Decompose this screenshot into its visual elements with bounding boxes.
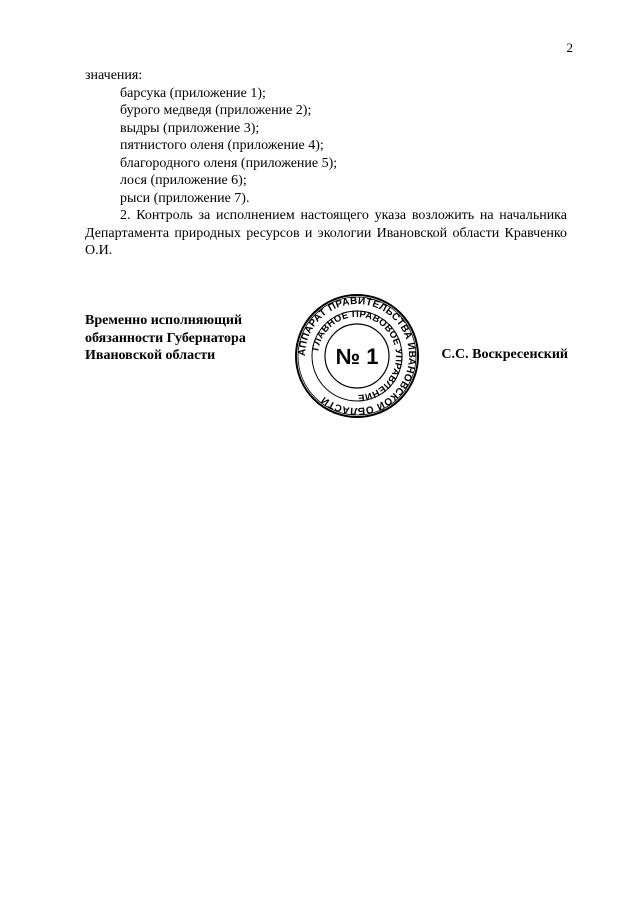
official-seal bbox=[294, 293, 420, 419]
list-intro: значения: bbox=[85, 68, 143, 83]
list-item: выдры (приложение 3); bbox=[120, 120, 260, 136]
seal-number: № 1 bbox=[335, 344, 379, 369]
paragraph-2: 2. Контроль за исполнением настоящего указа возложить на начальника Департамента природных ресурсов и экологии Ивановской области Кравченко О.И. bbox=[85, 208, 567, 258]
list-item: благородного оленя (приложение 5); bbox=[120, 155, 338, 171]
signer-name: С.С. Воскресенский bbox=[441, 347, 568, 362]
list-item: лося (приложение 6); bbox=[120, 173, 247, 188]
signer-title-line: Временно исполняющий bbox=[85, 313, 243, 328]
signer-title bbox=[85, 312, 246, 365]
signer-title-line: Ивановской области bbox=[85, 348, 216, 363]
list-item: пятнистого оленя (приложение 4); bbox=[120, 138, 324, 153]
page-number: 2 bbox=[566, 40, 573, 55]
signer-title-line: обязанности Губернатора bbox=[85, 330, 246, 346]
seal-outer-text: АППАРАТ ПРАВИТЕЛЬСТВА ИВАНОВСКОЙ ОБЛАСТИ bbox=[296, 295, 418, 417]
document-body bbox=[85, 67, 567, 260]
list-item: рыси (приложение 7). bbox=[120, 190, 250, 206]
list-item: барсука (приложение 1); bbox=[120, 85, 266, 101]
list-item: бурого медведя (приложение 2); bbox=[120, 103, 312, 118]
seal-inner-text: ГЛАВНОЕ ПРАВОВОЕ УПРАВЛЕНИЕ bbox=[310, 308, 405, 404]
